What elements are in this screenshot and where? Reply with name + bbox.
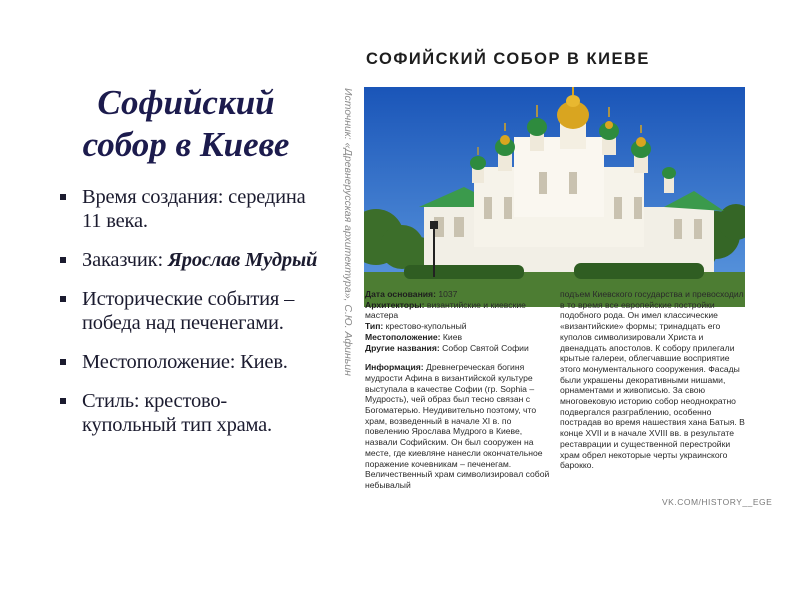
info-column-right (560, 289, 745, 471)
bullet-item-time (58, 185, 320, 233)
bullet-value: Ярослав Мудрый (167, 249, 318, 271)
fact-row (365, 332, 550, 343)
bullet-marker (60, 296, 66, 302)
bullet-marker (60, 398, 66, 404)
fact-label: Информация: (365, 362, 424, 373)
bullet-text: Исторические события – победа над печенегами. (82, 288, 295, 334)
source-caption (340, 88, 354, 376)
slide-title-line-2: собор в Киеве (82, 125, 290, 164)
fact-value: 1037 (438, 289, 458, 299)
bullet-text: Время создания: середина 11 века. (82, 186, 306, 232)
source-caption-text: Источник: «Древнерусская архитектура», С.Ю. Афиньин (342, 88, 354, 376)
fact-label: Архитекторы: (365, 299, 425, 310)
fact-value: византийские и киевские мастера (365, 299, 526, 321)
bullet-item-style (58, 389, 320, 437)
info-paragraph-continued: подъем Киевского государства и превосходил в то время все европейские постройки подобного рода. Он имел классические «византийские» формы; тринадцать его куполов символизировали Христа и двенадцать апостолов. К собору прилегали крытые галереи, облегчавшие восприятие этого монументального сооружения. Фасады были украшены декоративными нишами, орнаментами и живописью. За свою многовековую историю собор неоднократно подвергался разграблению, особенно пострадав во время нашествия хана Батыя. В конце XVII и в начале XVIII вв. в результате реставрации и существенной перестройки храм обрел некоторые черты украинского барокко. (560, 289, 745, 471)
fact-value: Киев (442, 331, 463, 342)
bullet-list (58, 185, 320, 452)
bullet-item-location (58, 350, 320, 374)
bullet-text: Местоположение: Киев. (82, 351, 288, 373)
bullet-marker (60, 194, 66, 200)
cathedral-photo (364, 87, 745, 307)
bullet-marker (60, 257, 66, 263)
fact-label: Дата основания: (365, 289, 436, 299)
bullet-text: Стиль: крестово-купольный тип храма. (82, 390, 272, 436)
info-column-left (365, 289, 550, 491)
fact-label: Местоположение: (365, 331, 441, 342)
bullet-text: Заказчик: (82, 249, 168, 271)
fact-value: Древнегреческая богиня мудрости Афина в византийской культуре выступала в качестве Софии (гр. Sophia – Мудрость), чей образ был тесно связан с Богоматерью. Неудивительно поэтому, что храм, возведенный в начале XI в. по повелению Ярослава Мудрого в Киеве, назвали Софийским. Он был сооружен на месте, где киевляне нанесли окончательное поражение кочевникам – печенегам. Величественный храм символизировал собой небывалый (365, 362, 550, 490)
fact-row (365, 321, 550, 332)
hedge (404, 265, 524, 279)
fact-row (365, 300, 550, 321)
fact-row (365, 289, 550, 300)
slide-title (50, 82, 322, 166)
card-title: СОФИЙСКИЙ СОБОР В КИЕВЕ (366, 50, 650, 68)
fact-value: Собор Святой Софии (442, 342, 529, 353)
bullet-item-customer (58, 248, 320, 272)
cathedral-illustration (364, 87, 745, 307)
hedge (574, 263, 704, 279)
fact-value: крестово-купольный (385, 321, 467, 332)
info-paragraph (365, 362, 550, 490)
info-card (330, 40, 773, 520)
fact-row (365, 343, 550, 354)
bullet-marker (60, 359, 66, 365)
footer-link[interactable]: VK.COM/HISTORY__EGE (662, 497, 773, 507)
slide-title-line-1: Софийский (97, 83, 275, 122)
lamp-head (430, 221, 438, 229)
bullet-item-events (58, 287, 320, 335)
fact-label: Тип: (365, 321, 384, 332)
fact-label: Другие названия: (365, 342, 440, 353)
